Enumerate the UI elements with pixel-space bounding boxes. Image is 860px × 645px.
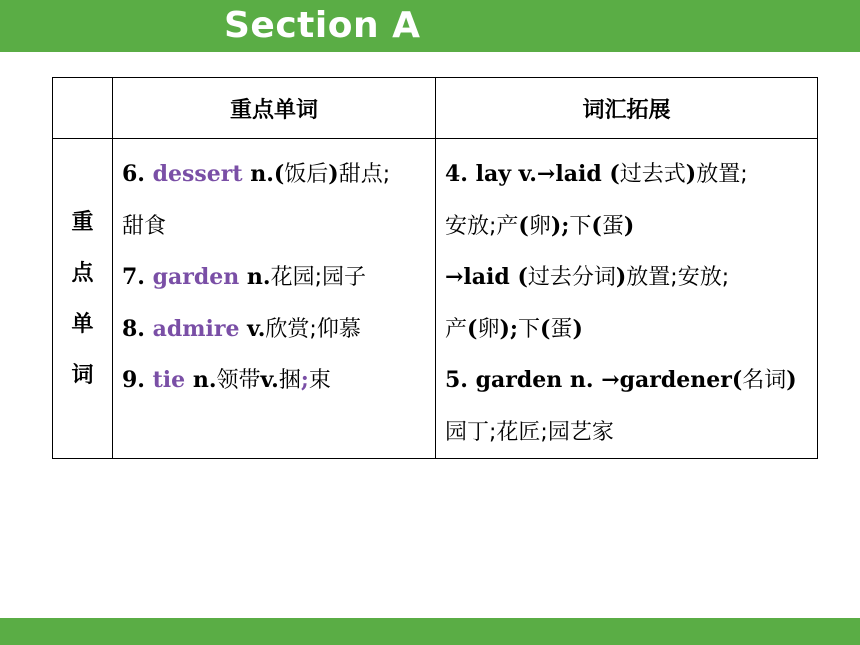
key-word-line [122, 304, 435, 356]
text-segment: 7. [122, 264, 153, 290]
extension-line [445, 355, 817, 407]
key-words-cell [113, 139, 436, 459]
vocab-word: dessert [152, 161, 243, 187]
column-header-vocab-extension: 词汇拓展 [436, 78, 818, 139]
text-segment: 束 [308, 368, 331, 393]
key-word-line [122, 355, 435, 407]
corner-cell [53, 78, 113, 139]
text-segment: 放置;安放; [626, 265, 730, 290]
key-word-line [122, 201, 435, 253]
text-segment: ) [685, 161, 697, 187]
text-segment: v. [239, 315, 266, 342]
text-segment: 下 [517, 316, 540, 342]
text-segment: 领带 [216, 368, 261, 393]
text-segment: 蛋 [550, 316, 573, 342]
key-word-line [122, 252, 435, 304]
text-segment: 甜食 [122, 213, 167, 239]
text-segment: 产 [445, 316, 468, 342]
extension-line [445, 149, 817, 201]
text-segment: 4. lay v.→laid ( [445, 161, 620, 187]
text-segment: ) [572, 315, 583, 342]
text-segment: 9. [122, 367, 153, 393]
text-segment: →laid ( [445, 264, 528, 290]
column-header-key-words: 重点单词 [113, 78, 436, 139]
text-segment: ) [328, 161, 339, 187]
extension-line [445, 304, 817, 356]
vocab-table [52, 77, 818, 459]
text-segment: n.( [242, 161, 285, 187]
vocab-word: tie [152, 367, 186, 393]
text-segment: 下 [569, 213, 592, 239]
side-char: 点 [71, 260, 94, 286]
side-char: 单 [71, 311, 94, 337]
text-segment: n. [239, 264, 271, 290]
text-segment: ( [591, 212, 602, 239]
side-char: 词 [71, 362, 94, 388]
vocab-word: admire [152, 315, 240, 342]
header-bar [0, 0, 860, 52]
text-segment: 放置; [696, 162, 748, 187]
text-segment: ) [786, 367, 797, 393]
content-row [53, 139, 818, 459]
text-segment: n. [185, 367, 217, 393]
text-segment: 饭后 [284, 162, 329, 187]
text-segment: ( [540, 315, 551, 342]
side-char: 重 [71, 209, 94, 235]
text-segment: 过去式 [619, 162, 686, 187]
side-label [53, 139, 113, 459]
section-title: Section A [224, 5, 421, 46]
text-segment: 甜点; [338, 162, 391, 187]
vocab-extension-cell [436, 139, 818, 459]
text-segment: 花园;园子 [270, 265, 366, 290]
text-segment: ); [499, 315, 518, 342]
vocab-word: garden [152, 264, 240, 290]
vocab-word: ; [300, 367, 309, 393]
text-segment: 8. [122, 315, 153, 342]
text-segment: ( [467, 315, 478, 342]
text-segment: 蛋 [601, 213, 624, 239]
text-segment: 捆 [278, 368, 301, 393]
text-segment: 卵 [477, 316, 500, 342]
text-segment: 名词 [742, 368, 787, 393]
text-segment: 安放;产 [445, 213, 519, 239]
text-segment: 6. [122, 161, 153, 187]
key-word-line [122, 149, 435, 201]
text-segment: ) [615, 264, 627, 290]
text-segment: v. [260, 367, 279, 393]
text-segment: 过去分词 [527, 265, 616, 290]
footer-bar [0, 618, 860, 645]
text-segment: ); [550, 212, 570, 239]
text-segment: ( [518, 212, 529, 239]
text-segment: 欣赏;仰慕 [265, 316, 361, 342]
extension-line [445, 407, 817, 459]
text-segment: 卵 [528, 213, 551, 239]
text-segment: ) [623, 212, 635, 239]
text-segment: 园丁;花匠;园艺家 [445, 419, 614, 445]
extension-line [445, 252, 817, 304]
text-segment: 5. garden n. →gardener( [445, 367, 743, 393]
header-row [53, 78, 818, 139]
extension-line [445, 201, 817, 253]
